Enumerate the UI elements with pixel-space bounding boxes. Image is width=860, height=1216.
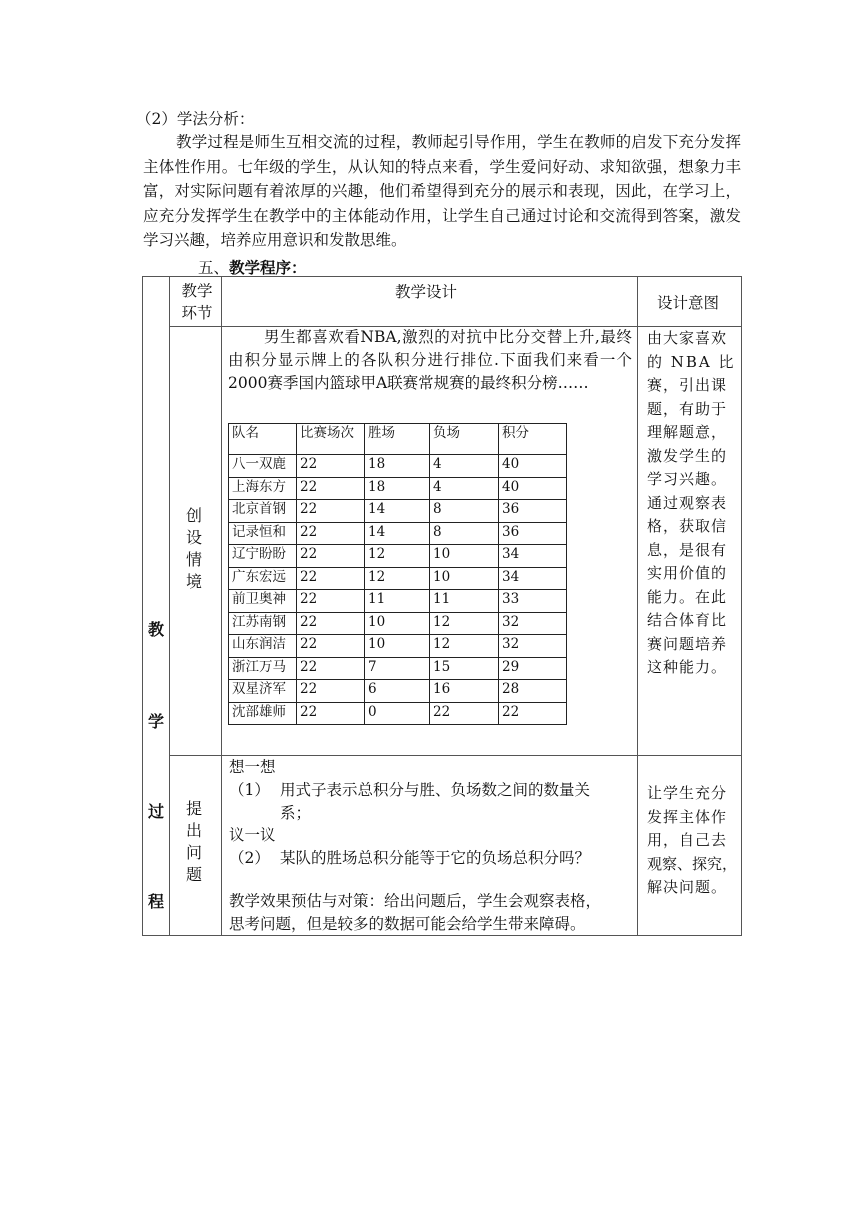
- score-cell: 14: [365, 522, 430, 545]
- header-stage: [180, 280, 214, 324]
- section-title: 教学程序：: [229, 258, 307, 277]
- score-cell: 8: [430, 522, 499, 545]
- learning-analysis-paragraph: [143, 130, 741, 253]
- stage-char: 境: [186, 572, 203, 591]
- score-row: [229, 702, 567, 725]
- score-cell: 40: [499, 455, 567, 478]
- score-cell: 10: [365, 612, 430, 635]
- score-cell: 22: [297, 455, 365, 478]
- score-row: [229, 612, 567, 635]
- score-cell: 沈部雄师: [229, 702, 297, 725]
- score-cell: 11: [430, 590, 499, 613]
- score-cell: 34: [499, 567, 567, 590]
- score-cell: 10: [430, 567, 499, 590]
- score-header-cell: 胜场: [365, 424, 430, 455]
- score-cell: 12: [365, 567, 430, 590]
- score-cell: 记录恒和: [229, 522, 297, 545]
- score-row: [229, 455, 567, 478]
- stage-char: 题: [186, 865, 203, 884]
- section-heading: [198, 256, 307, 278]
- effect-line: 教学效果预估与对策：给出问题后，学生会观察表格，: [229, 892, 602, 910]
- stage-char: 出: [186, 821, 203, 840]
- score-cell: 22: [297, 612, 365, 635]
- score-row: [229, 567, 567, 590]
- intro-text: 男生都喜欢看NBA,激烈的对抗中比分交替上升,最终由积分显示牌上的各队积分进行排位.下面我们来看一个2000赛季国内篮球甲A联赛常规赛的最终积分榜……: [228, 328, 632, 392]
- score-cell: 15: [430, 657, 499, 680]
- score-cell: 江苏南钢: [229, 612, 297, 635]
- score-body: [229, 455, 567, 725]
- stage-char: 设: [186, 528, 203, 547]
- score-cell: 广东宏远: [229, 567, 297, 590]
- score-header-cell: 比赛场次: [297, 424, 365, 455]
- paragraph-text: 教学过程是师生互相交流的过程，教师起引导作用，学生在教师的启发下充分发挥主体性作用。七年级的学生，从认知的特点来看，学生爱问好动、求知欲强，想象力丰富，对实际问题有着浓厚的兴趣，他们希望得到充分的展示和表现，因此，在学习上，应充分发挥学生在教学中的主体能动作用，让学生自己通过讨论和交流得到答案，激发学习兴趣，培养应用意识和发散思维。: [143, 133, 741, 249]
- question-number: （2）: [229, 849, 270, 867]
- intent-line: 发挥主体作: [647, 807, 728, 826]
- score-row: [229, 545, 567, 568]
- score-row: [229, 590, 567, 613]
- stage-char: 创: [186, 506, 203, 525]
- intent-line: 让学生充分: [647, 784, 728, 802]
- score-cell: 28: [499, 680, 567, 703]
- score-cell: 上海东方: [229, 477, 297, 500]
- stage-create-scenario: [186, 505, 202, 593]
- score-cell: 6: [365, 680, 430, 703]
- score-table: [228, 423, 567, 725]
- stage-char: 提: [186, 799, 203, 818]
- score-row: [229, 657, 567, 680]
- score-cell: 22: [297, 477, 365, 500]
- process-label-char: 教: [147, 620, 164, 639]
- table-divider: [221, 277, 222, 935]
- intent-line: 这种能力。: [647, 658, 728, 676]
- score-cell: 36: [499, 522, 567, 545]
- score-cell: 16: [430, 680, 499, 703]
- intent-line: 由大家喜欢: [647, 329, 728, 347]
- process-label-char: 学: [147, 712, 164, 731]
- intent-line: 题，有助于: [647, 399, 728, 418]
- score-cell: 22: [297, 522, 365, 545]
- score-cell: 34: [499, 545, 567, 568]
- intent-line: 观察、探究，: [647, 854, 738, 873]
- score-cell: 浙江万马: [229, 657, 297, 680]
- score-row: [229, 680, 567, 703]
- score-cell: 22: [297, 680, 365, 703]
- score-cell: 4: [430, 455, 499, 478]
- score-cell: 22: [297, 590, 365, 613]
- score-cell: 12: [430, 635, 499, 658]
- question-1-cont: 系；: [280, 804, 312, 822]
- intent-question: [647, 782, 737, 900]
- intent-line: 能力。在此: [647, 587, 728, 606]
- score-header-row: [229, 424, 567, 455]
- score-cell: 36: [499, 500, 567, 523]
- subsection-heading: （2）学法分析：: [136, 110, 255, 128]
- score-cell: 18: [365, 455, 430, 478]
- score-header-cell: 积分: [499, 424, 567, 455]
- intent-line: 解决问题。: [647, 878, 728, 896]
- score-cell: 10: [430, 545, 499, 568]
- question-text: 用式子表示总积分与胜、负场数之间的数量关: [280, 781, 591, 799]
- score-cell: 14: [365, 500, 430, 523]
- discuss-label: 议一议: [229, 826, 276, 844]
- intent-line: 用，自己去: [647, 831, 728, 849]
- question-1: [229, 779, 633, 801]
- intent-line: 理解题意，: [647, 423, 728, 441]
- score-cell: 18: [365, 477, 430, 500]
- score-cell: 22: [297, 702, 365, 725]
- score-cell: 40: [499, 477, 567, 500]
- table-divider: [637, 277, 638, 935]
- header-stage-line: 教学: [181, 282, 213, 300]
- score-cell: 12: [365, 545, 430, 568]
- score-cell: 22: [297, 500, 365, 523]
- intent-line: 赛问题培养: [647, 634, 728, 653]
- score-cell: 22: [297, 545, 365, 568]
- score-cell: 7: [365, 657, 430, 680]
- score-cell: 22: [499, 702, 567, 725]
- header-intent: 设计意图: [657, 294, 720, 312]
- score-row: [229, 635, 567, 658]
- score-cell: 八一双鹿: [229, 455, 297, 478]
- stage-pose-question: [186, 798, 202, 886]
- score-row: [229, 500, 567, 523]
- score-row: [229, 477, 567, 500]
- score-header-cell: 负场: [430, 424, 499, 455]
- intent-line: 格，获取信: [647, 517, 728, 535]
- score-cell: 29: [499, 657, 567, 680]
- intent-line: 通过观察表: [647, 493, 728, 512]
- intent-line: 激发学生的: [647, 446, 728, 465]
- score-cell: 12: [430, 612, 499, 635]
- score-cell: 0: [365, 702, 430, 725]
- scenario-intro: [228, 326, 632, 395]
- effect-line: 思考问题，但是较多的数据可能会给学生带来障碍。: [229, 915, 586, 933]
- intent-line: 息，是很有: [647, 540, 728, 559]
- think-label: 想一想: [229, 758, 276, 776]
- score-cell: 32: [499, 612, 567, 635]
- question-number: （1）: [229, 781, 270, 799]
- process-label-char: 过: [147, 802, 164, 821]
- score-cell: 22: [430, 702, 499, 725]
- score-header-cell: 队名: [229, 424, 297, 455]
- score-cell: 22: [297, 635, 365, 658]
- score-cell: 32: [499, 635, 567, 658]
- intent-line: 学习兴趣。: [647, 470, 728, 488]
- score-cell: 前卫奥神: [229, 590, 297, 613]
- header-stage-line: 环节: [181, 304, 213, 322]
- intent-line: 结合体育比: [647, 611, 728, 629]
- score-cell: 双星济军: [229, 680, 297, 703]
- score-cell: 10: [365, 635, 430, 658]
- question-2: [229, 847, 633, 869]
- section-number: 五、: [198, 259, 230, 277]
- intent-scenario: [647, 327, 737, 680]
- table-divider: [169, 277, 170, 935]
- score-cell: 辽宁盼盼: [229, 545, 297, 568]
- score-cell: 33: [499, 590, 567, 613]
- score-cell: 22: [297, 657, 365, 680]
- score-row: [229, 522, 567, 545]
- header-design: 教学设计: [395, 283, 458, 301]
- score-cell: 山东润洁: [229, 635, 297, 658]
- stage-char: 问: [186, 843, 203, 862]
- stage-char: 情: [186, 550, 203, 569]
- intent-line: 的 NBA 比: [647, 352, 736, 371]
- process-label-char: 程: [147, 892, 164, 911]
- score-cell: 22: [297, 567, 365, 590]
- score-cell: 4: [430, 477, 499, 500]
- intent-line: 实用价值的: [647, 564, 728, 582]
- question-text: 某队的胜场总积分能等于它的负场总积分吗？: [280, 849, 591, 867]
- intent-line: 赛，引出课: [647, 376, 728, 394]
- score-cell: 8: [430, 500, 499, 523]
- score-cell: 11: [365, 590, 430, 613]
- score-cell: 北京首钢: [229, 500, 297, 523]
